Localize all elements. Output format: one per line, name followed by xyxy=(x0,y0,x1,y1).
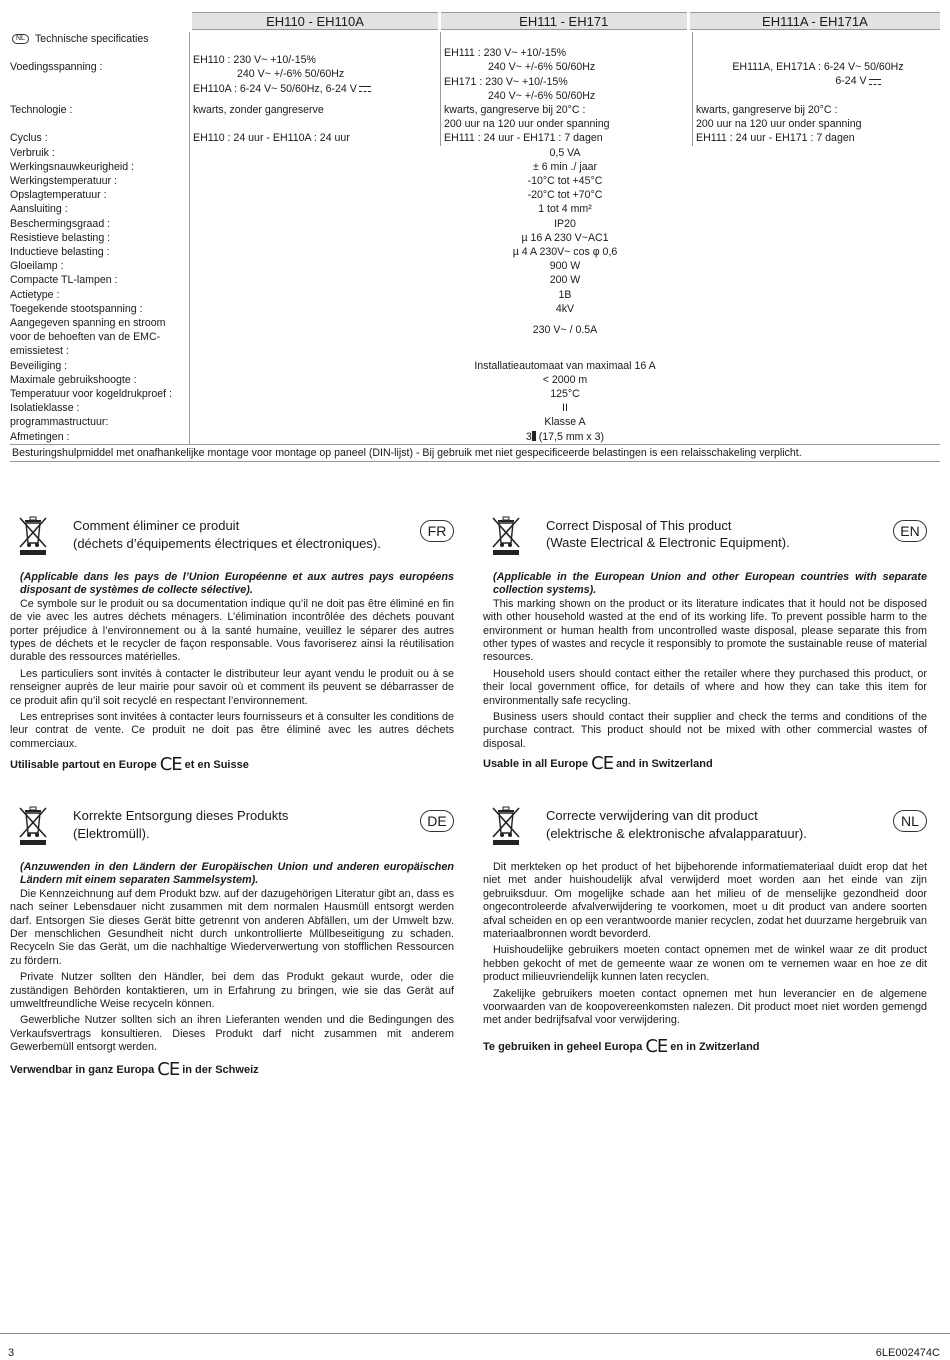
page-number: 3 xyxy=(8,1347,15,1359)
spec-table xyxy=(10,12,940,462)
spec-cell: EH111 : 24 uur - EH171 : 7 dagen xyxy=(696,132,855,145)
column-header-eh110: EH110 - EH110A xyxy=(192,12,437,30)
usable-statement: Verwendbar in ganz Europa CE in der Schweiz xyxy=(10,1059,259,1080)
spec-label: Gloeilamp : xyxy=(10,259,190,273)
spec-row xyxy=(10,401,940,415)
section-body xyxy=(483,571,927,751)
document-reference: 6LE002474C xyxy=(875,1347,940,1359)
spec-row-cycle xyxy=(10,131,940,145)
spec-label: Toegekende stootspanning : xyxy=(10,302,190,316)
section-body xyxy=(10,861,454,1055)
paragraph: This marking shown on the product or its literature indicates that it hould not be disposed with other household wasted at the end of its working life. To prevent possible harm to the environment or human health from uncontrolled waste disposal, please separate this from other types of wastes and recycle it responsibly to promote the sustainable reuse of material resources. xyxy=(483,597,927,664)
ce-mark-icon: CE xyxy=(645,1036,668,1057)
spec-value: 900 W xyxy=(549,260,581,273)
spec-row xyxy=(10,146,940,160)
section-title: Korrekte Entsorgung dieses Produkts xyxy=(73,808,289,823)
paragraph: Gewerbliche Nutzer sollten sich an ihren Lieferanten wenden und die Bedingungen des Verkaufsvertrags konsultieren. Dieses Produkt darf nicht zusammen mit anderem Gewerbemüll entsorgt werden. xyxy=(10,1014,454,1054)
section-subtitle: (Elektromüll). xyxy=(73,826,150,841)
paragraph: Les particuliers sont invités à contacter le distributeur leur ayant vendu le produit ou à se renseigner auprès de leur mairie pour savoir où et comment ils peuvent se débarrasser de ce produit afin qu’il soit recyclé en respectant l’environnement. xyxy=(10,667,454,707)
spec-value: 4kV xyxy=(555,302,575,315)
spec-row xyxy=(10,373,940,387)
spec-row-supply xyxy=(10,46,940,103)
section-de xyxy=(10,805,454,1095)
column-header-eh111a: EH111A - EH171A xyxy=(690,12,940,30)
section-en xyxy=(483,515,927,775)
section-subtitle: (Waste Electrical & Electronic Equipment). xyxy=(546,535,790,550)
spec-row xyxy=(10,160,940,174)
section-subtitle: (déchets d’équipements électriques et électroniques). xyxy=(73,536,381,551)
spec-value: 125°C xyxy=(550,388,580,401)
spec-value: 1B xyxy=(558,288,572,301)
spec-row xyxy=(10,245,940,259)
spec-label: Werkingsnauwkeurigheid : xyxy=(10,160,190,174)
spec-label: Actietype : xyxy=(10,288,190,302)
spec-label: Voedingsspanning : xyxy=(10,46,190,103)
spec-value: 3 (17,5 mm x 3) xyxy=(525,430,605,443)
footer-divider xyxy=(0,1333,950,1334)
spec-row xyxy=(10,273,940,287)
spec-title-row xyxy=(10,32,940,46)
usable-statement: Te gebruiken in geheel Europa CE en in Zwitzerland xyxy=(483,1036,760,1057)
spec-value: < 2000 m xyxy=(542,373,588,386)
column-header-eh111: EH111 - EH171 xyxy=(441,12,687,30)
section-fr xyxy=(10,515,454,775)
usable-statement: Usable in all Europe CE and in Switzerland xyxy=(483,753,713,774)
spec-value: µ 16 A 230 V~AC1 xyxy=(521,231,609,244)
spec-label: Verbruik : xyxy=(10,146,190,160)
section-title: Correct Disposal of This product xyxy=(546,518,732,533)
section-subtitle: (elektrische & elektronische afvalapparatuur). xyxy=(546,826,807,841)
spec-row-emc xyxy=(10,316,940,359)
spec-cell: EH111A, EH171A : 6-24 V~ 50/60Hz 6-24 V xyxy=(732,61,904,88)
spec-value: ± 6 min ./ jaar xyxy=(532,160,598,173)
paragraph: Huishoudelijke gebruikers moeten contact opnemen met de winkel waar ze dit product hebben gekocht of met de gemeente waar ze wonen om te vernemen waar en hoe ze dit product milieuvriendelijk kunnen laten recyclen. xyxy=(483,944,927,984)
spec-value: 200 W xyxy=(549,274,581,287)
crossed-bin-icon xyxy=(16,805,50,845)
section-title: Correcte verwijdering van dit product xyxy=(546,808,758,823)
dc-symbol-icon xyxy=(869,79,881,85)
applicability-note: (Anzuwenden in den Ländern der Europäischen Union und anderen europäischen Ländern mit einem separaten Sammelsystem). xyxy=(20,861,454,887)
ce-mark-icon: CE xyxy=(157,1059,180,1080)
spec-value: 230 V~ / 0.5A xyxy=(532,324,598,337)
spec-value: 1 tot 4 mm² xyxy=(538,203,592,216)
crossed-bin-icon xyxy=(489,805,523,845)
spec-footnote: Besturingshulpmiddel met onafhankelijke montage voor montage op paneel (DIN-lijst) - Bij gebruik met niet gespecificeerde belastingen is een relaisschakeling verplicht. xyxy=(10,444,940,462)
spec-row xyxy=(10,259,940,273)
paragraph: Dit merkteken op het product of het bijbehorende informatiemateriaal duidt erop dat het niet met ander huishoudelijk afval verwijderd moet worden aan het einde van zijn gebruiksduur. Om mogelijke schade aan het milieu of de menselijke gezondheid door ongecontroleerde afvalverwijdering te voorkomen, moet u dit product van andere soorten afval scheiden en op een verantwoorde manier recyclen, zodat het duurzame hergebruik van materiaalbronnen wordt bevorderd. xyxy=(483,861,927,941)
section-title: Comment éliminer ce produit xyxy=(73,518,240,533)
spec-title: Technische specificaties xyxy=(34,33,149,45)
spec-value: II xyxy=(562,402,568,415)
spec-label: Afmetingen : xyxy=(10,430,190,444)
paragraph: Ce symbole sur le produit ou sa documentation indique qu’il ne doit pas être éliminé en fin de vie avec les autres déchets ménagers. L’élimination incontrôlée des déchets pouvant porter préjudice à l’environnement ou à la santé humaine, veuillez le séparer des autres types de déchets et le recycler de façon responsable. Vous favoriserez ainsi la réutilisation durable des ressources matérielles. xyxy=(10,597,454,664)
spec-row xyxy=(10,302,940,316)
spec-label: Resistieve belasting : xyxy=(10,231,190,245)
language-code-badge: NL xyxy=(893,810,927,832)
spec-label: Beveiliging : xyxy=(10,359,190,373)
spec-row xyxy=(10,188,940,202)
spec-row xyxy=(10,202,940,216)
crossed-bin-icon xyxy=(489,515,523,555)
spec-label: Isolatieklasse : xyxy=(10,401,190,415)
spec-cell: EH110 : 24 uur - EH110A : 24 uur xyxy=(190,131,441,145)
spec-label: Inductieve belasting : xyxy=(10,245,190,259)
usable-statement: Utilisable partout en Europe CE et en Suisse xyxy=(10,754,249,775)
spec-row-dimensions xyxy=(10,430,940,444)
spec-value: µ 4 A 230V~ cos φ 0,6 xyxy=(512,246,618,259)
spec-row xyxy=(10,217,940,231)
column-header-row xyxy=(10,12,940,30)
paragraph: Les entreprises sont invitées à contacter leurs fournisseurs et à consulter les conditions de leur contrat de vente. Ce produit ne doit pas être éliminé avec les autres déchets commerciaux. xyxy=(10,711,454,750)
spec-value: -10°C tot +45°C xyxy=(527,175,603,188)
section-body xyxy=(483,861,927,1028)
paragraph: Zakelijke gebruikers moeten contact opnemen met hun leverancier en de algemene voorwaarden van de koopovereenkomsten nalezen. Dit product moet niet worden gemengd met ander bedrijfsafval voor verwijdering. xyxy=(483,987,927,1027)
spec-row-technology xyxy=(10,103,940,131)
spec-row xyxy=(10,359,940,373)
spec-label: Aangegeven spanning en stroom voor de behoeften van de EMC- emissietest : xyxy=(10,316,190,359)
spec-row xyxy=(10,174,940,188)
spec-label: Aansluiting : xyxy=(10,202,190,216)
section-body xyxy=(10,571,454,751)
spec-label: Cyclus : xyxy=(10,131,190,145)
spec-label: Temperatuur voor kogeldrukproef : xyxy=(10,387,190,401)
language-code-badge: EN xyxy=(893,520,927,542)
spec-label: Maximale gebruikshoogte : xyxy=(10,373,190,387)
language-code-badge: FR xyxy=(420,520,454,542)
spec-value: Klasse A xyxy=(544,416,586,429)
spec-label: Werkingstemperatuur : xyxy=(10,174,190,188)
applicability-note: (Applicable dans les pays de l’Union Européenne et aux autres pays européens disposant de systèmes de collecte sélective). xyxy=(20,571,454,597)
spec-row xyxy=(10,288,940,302)
spec-value: IP20 xyxy=(554,217,576,230)
paragraph: Die Kennzeichnung auf dem Produkt bzw. auf der dazugehörigen Literatur gibt an, dass es nach seiner Lebensdauer nicht zusammen mit dem normalen Hausmüll entsorgt werden darf. Entsorgen Sie dieses Gerät bitte getrennt von anderen Abfällen, um der Umwelt bzw. Der menschlichen Gesundheit nicht durch unkontrollierte Müllbeseitigung zu schaden. Recyceln Sie das Gerät, um die nachhaltige Wiederverwertung von stofflichen Ressourcen zu fördern. xyxy=(10,887,454,967)
spec-cell: kwarts, gangreserve bij 20°C : 200 uur na 120 uur onder spanning xyxy=(696,104,862,131)
spec-row xyxy=(10,231,940,245)
language-badge: NL xyxy=(12,34,29,44)
spec-cell: kwarts, zonder gangreserve xyxy=(190,103,441,131)
language-code-badge: DE xyxy=(420,810,454,832)
spec-value: Installatieautomaat van maximaal 16 A xyxy=(474,359,656,372)
paragraph: Business users should contact their supplier and check the terms and conditions of the purchase contract. This product should not be mixed with other commercial wastes of disposal. xyxy=(483,711,927,750)
spec-cell: kwarts, gangreserve bij 20°C : 200 uur na 120 uur onder spanning xyxy=(441,103,693,131)
spec-row xyxy=(10,387,940,401)
spec-label: Beschermingsgraad : xyxy=(10,217,190,231)
section-nl xyxy=(483,805,927,1095)
dc-symbol-icon xyxy=(359,86,371,92)
spec-label: Technologie : xyxy=(10,103,190,131)
paragraph: Household users should contact either the retailer where they purchased this product, or their local government office, for details of where and how they can take this item for environmentally safe recycling. xyxy=(483,667,927,707)
applicability-note: (Applicable in the European Union and other European countries with separate collection systems). xyxy=(493,571,927,597)
spec-label: programmastructuur: xyxy=(10,415,190,429)
spec-value: 0,5 VA xyxy=(549,146,581,159)
ce-mark-icon: CE xyxy=(159,754,182,775)
spec-row xyxy=(10,415,940,429)
spec-label: Opslagtemperatuur : xyxy=(10,188,190,202)
spec-cell: EH111 : 230 V~ +10/-15% 240 V~ +/-6% 50/60Hz EH171 : 230 V~ +10/-15% 240 V~ +/-6% 50/60Hz xyxy=(441,46,693,103)
ce-mark-icon: CE xyxy=(591,753,614,774)
spec-label: Compacte TL-lampen : xyxy=(10,273,190,287)
paragraph: Private Nutzer sollten den Händler, bei dem das Produkt gekaut wurde, oder die zuständigen Behörden kontaktieren, um in Erfahrung zu bringen, wie sie das Gerät auf umweltfreundliche Weise recyceln können. xyxy=(10,971,454,1011)
spec-cell: EH110 : 230 V~ +10/-15% 240 V~ +/-6% 50/60Hz EH110A : 6-24 V~ 50/60Hz, 6-24 V xyxy=(190,46,441,103)
crossed-bin-icon xyxy=(16,515,50,555)
spec-value: -20°C tot +70°C xyxy=(527,189,603,202)
spec-cell: EH111 : 24 uur - EH171 : 7 dagen xyxy=(441,131,693,145)
